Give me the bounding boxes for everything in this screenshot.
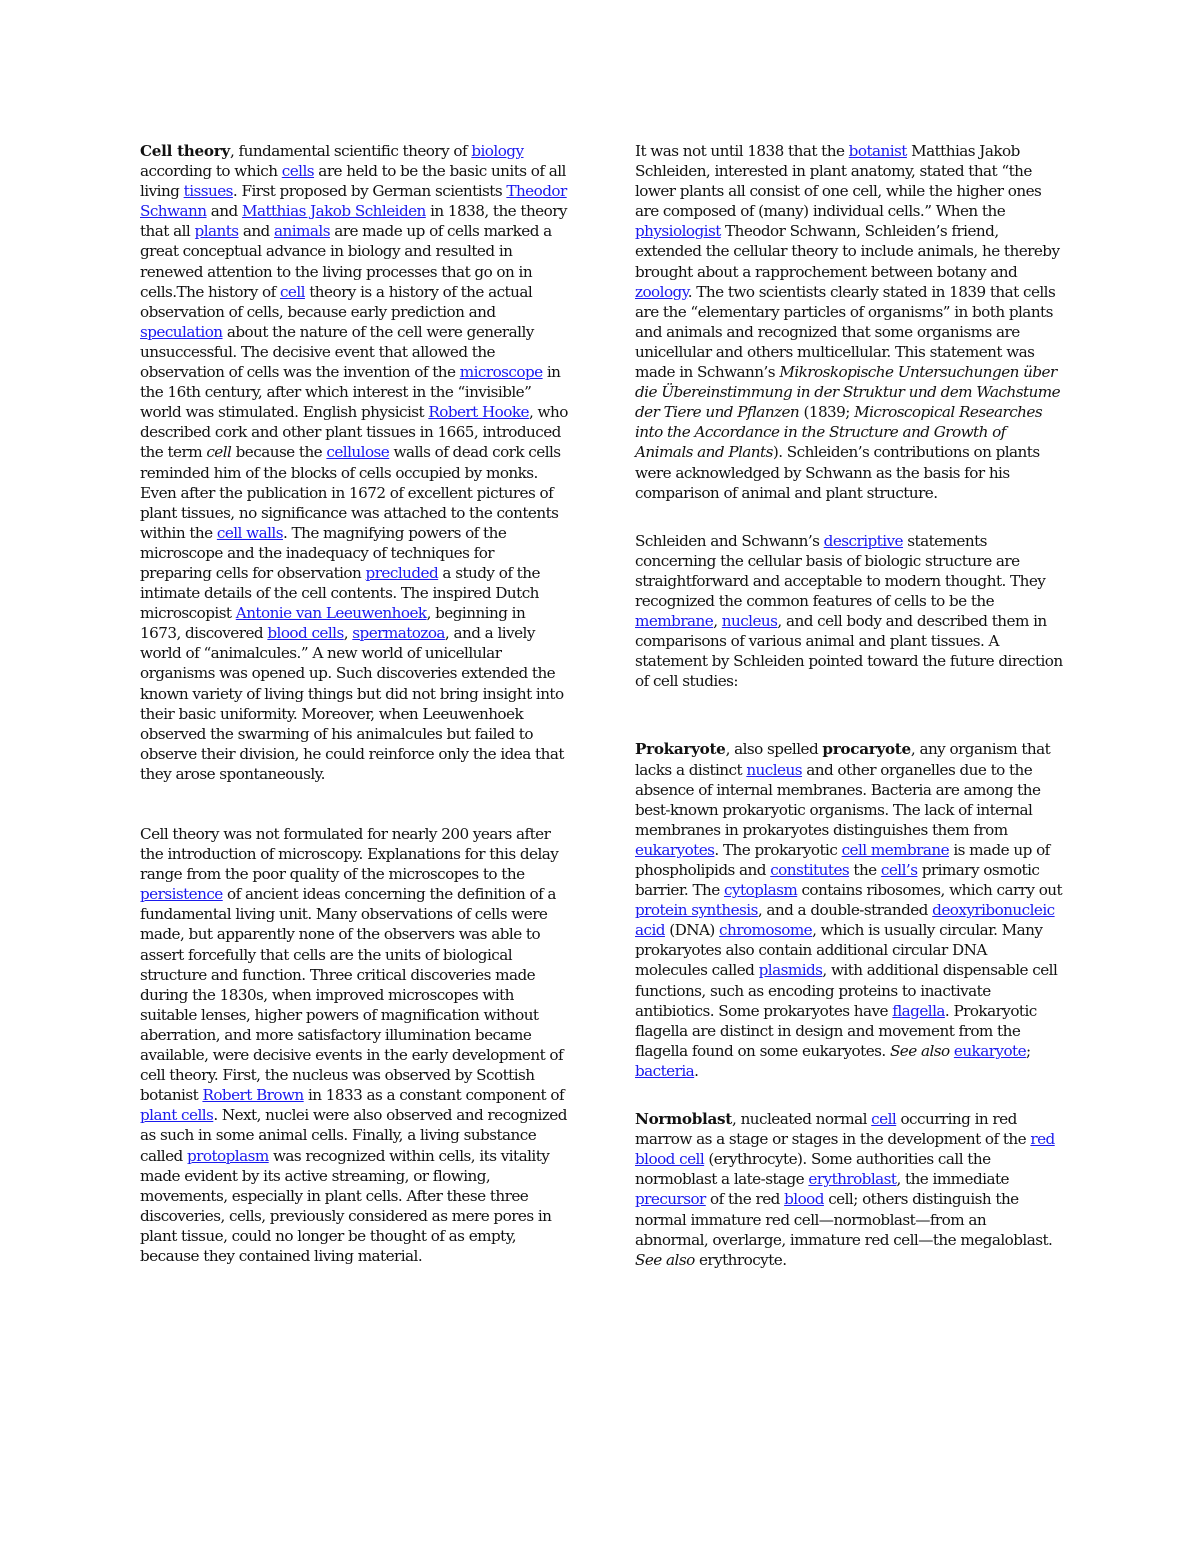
text-run: . The prokaryotic	[714, 840, 842, 859]
paragraph-spacer	[140, 784, 568, 824]
link-eukaryotes[interactable]: eukaryotes	[635, 840, 715, 859]
text-run: occurring in red marrow as a stage or stages in the development of the	[635, 1110, 1031, 1149]
link-persistence[interactable]: persistence	[140, 885, 223, 904]
link-precluded[interactable]: precluded	[365, 563, 439, 582]
link-matthias-jakob-schleiden[interactable]: Matthias Jakob Schleiden	[241, 202, 426, 221]
link-flagella[interactable]: flagella	[892, 1001, 945, 1020]
italic-text: cell	[206, 443, 232, 462]
term-heading: Normoblast	[635, 1110, 733, 1129]
text-run: .	[694, 1061, 699, 1080]
link-zoology[interactable]: zoology	[635, 282, 688, 301]
link-plasmids[interactable]: plasmids	[758, 961, 823, 980]
text-run: . Prokaryotic flagella are distinct in design and movement from the flagella found on some eukaryotes.	[635, 1001, 1037, 1060]
text-run: statements concerning the cellular basis of biologic structure are straightforward and acceptable to modern thought. They recognized the common features of cells to be the	[635, 531, 1046, 610]
text-run: (erythrocyte). Some authorities call the normoblast a late-stage	[635, 1150, 991, 1189]
link-chromosome[interactable]: chromosome	[719, 921, 813, 940]
link-robert-brown[interactable]: Robert Brown	[202, 1086, 304, 1105]
text-run: , the immediate	[896, 1170, 1009, 1189]
link-cytoplasm[interactable]: cytoplasm	[723, 881, 798, 900]
text-run: and	[238, 222, 275, 241]
link-eukaryote[interactable]: eukaryote	[953, 1041, 1027, 1060]
link-cellulose[interactable]: cellulose	[326, 443, 390, 462]
text-run: ,	[713, 612, 722, 631]
text-run: the	[849, 861, 881, 879]
text-run: of ancient ideas concerning the definition of a fundamental living unit. Many observations of cells were made, but apparently none of the observers was able to assert forcefully that cells are the units of biological structure and function. Three critical discoveries made during the 1830s, when improved microscopes with suitable lenses, higher powers of magnification without aberration, and more satisfactory illumination became available, were decisive events in the early development of cell theory. First, the nucleus was observed by Scottish botanist	[140, 885, 564, 1105]
text-run: Theodor Schwann, Schleiden’s friend, extended the cellular theory to include animals, he thereby brought about a rapprochement between botany and	[635, 222, 1060, 281]
text-run: . Next, nuclei were also observed and recognized as such in some animal cells. Finally, a living substance called	[140, 1106, 567, 1165]
text-run: , and a double-stranded	[757, 901, 933, 920]
text-run: , with additional dispensable cell functions, such as encoding proteins to inactivate antibiotics. Some prokaryotes have	[635, 961, 1058, 1020]
normoblast-paragraph	[635, 1109, 1063, 1270]
link-botanist[interactable]: botanist	[848, 142, 907, 160]
text-run: theory is a history of the actual observation of cells, because early prediction and	[140, 282, 533, 321]
term-heading: procaryote	[822, 740, 911, 759]
term-heading: Cell theory	[140, 142, 230, 160]
text-run: , nucleated normal	[732, 1110, 872, 1129]
link-microscope[interactable]: microscope	[459, 363, 543, 382]
paragraph-spacer	[635, 691, 1063, 739]
link-cell-walls[interactable]: cell walls	[216, 523, 283, 542]
text-run: primary osmotic barrier. The	[635, 861, 1040, 900]
link-animals[interactable]: animals	[274, 222, 330, 241]
italic-text: See also	[635, 1250, 695, 1269]
text-run: is made up of phospholipids and	[635, 840, 1050, 879]
link-physiologist[interactable]: physiologist	[635, 222, 721, 241]
text-run: , fundamental scientific theory of	[229, 142, 472, 160]
right-column	[635, 141, 1063, 1270]
italic-text: Microscopical Researches into the Accordance in the Structure and Growth of Animals and Plants	[635, 403, 1043, 462]
link-biology[interactable]: biology	[471, 142, 524, 160]
cell-theory-paragraph	[140, 141, 568, 784]
italic-text: Mikroskopische Untersuchungen über die Übereinstimmung in der Struktur und dem Wachstume der Tiere und Pflanzen	[635, 363, 1061, 422]
text-run: , also spelled	[725, 740, 823, 759]
link-red-blood-cell[interactable]: red blood cell	[635, 1130, 1055, 1169]
link-protoplasm[interactable]: protoplasm	[186, 1146, 269, 1165]
text-run: in 1833 as a constant component of	[303, 1086, 565, 1105]
text-run: (1839;	[799, 403, 855, 422]
schleiden-schwann-paragraph	[635, 141, 1063, 503]
link-protein-synthesis[interactable]: protein synthesis	[635, 901, 758, 920]
link-cell-s[interactable]: cell’s	[880, 861, 918, 879]
link-cells[interactable]: cells	[281, 162, 315, 181]
text-run: Cell theory was not formulated for nearly 200 years after the introduction of microscopy. Explanations for this delay range from the poor quality of the microscopes to the	[140, 825, 559, 884]
text-run: (DNA)	[664, 921, 720, 940]
text-run: , and a lively world of “animalcules.” A new world of unicellular organisms was opened up. Such discoveries extended the known variety of living things but did not bring insight into their basic uniformity. Moreover, when Leeuwenhoek observed the swarming of his animalcules but failed to observe their division, he could reinforce only the idea that they arose spontaneously.	[140, 624, 564, 783]
link-bacteria[interactable]: bacteria	[635, 1061, 695, 1080]
term-heading: Prokaryote	[635, 740, 726, 759]
link-membrane[interactable]: membrane	[635, 612, 714, 631]
text-run: a study of the intimate details of the cell contents. The inspired Dutch microscopist	[140, 563, 540, 623]
link-cell-membrane[interactable]: cell membrane	[841, 840, 950, 859]
text-run: ,	[343, 624, 353, 643]
italic-text: See also	[889, 1041, 950, 1060]
link-descriptive[interactable]: descriptive	[823, 531, 903, 550]
text-run: , and cell body and described them in comparisons of various animal and plant tissues. A statement by Schleiden pointed toward the future direction of cell studies:	[635, 612, 1063, 691]
text-run: ;	[1026, 1041, 1031, 1060]
text-run: contains ribosomes, which carry out	[797, 881, 1063, 900]
text-run: . The magnifying powers of the microscope and the inadequacy of techniques for preparing cells for observation	[140, 523, 507, 582]
link-precursor[interactable]: precursor	[635, 1190, 706, 1209]
text-run: about the nature of the cell were generally unsuccessful. The decisive event that allowed the observation of cells was the invention of the	[140, 322, 534, 382]
link-nucleus[interactable]: nucleus	[746, 760, 802, 779]
link-tissues[interactable]: tissues	[183, 182, 233, 201]
prokaryote-paragraph	[635, 739, 1063, 1081]
text-run: , which is usually circular. Many prokaryotes also contain additional circular DNA molecules called	[635, 921, 1043, 980]
text-run: was recognized within cells, its vitality made evident by its active streaming, or flowing, movements, especially in plant cells. After these three discoveries, cells, previously considered as mere pores in plant tissue, could no longer be thought of as empty, because they contained living material.	[140, 1146, 552, 1265]
text-run: because the	[231, 443, 327, 462]
text-run: according to which	[140, 162, 282, 181]
link-erythroblast[interactable]: erythroblast	[808, 1170, 897, 1189]
link-robert-hooke[interactable]: Robert Hooke	[428, 403, 529, 422]
link-cell[interactable]: cell	[279, 282, 305, 301]
text-run: of the red	[705, 1190, 785, 1209]
text-run: and other organelles due to the absence of internal membranes. Bacteria are among the best-known prokaryotic organisms. The lack of internal membranes in prokaryotes distinguishes them from	[635, 760, 1041, 839]
link-deoxyribonucleic-acid[interactable]: deoxyribonucleic acid	[635, 901, 1055, 940]
cell-theory-history-paragraph	[140, 824, 568, 1266]
text-run: , beginning in 1673, discovered	[140, 604, 526, 643]
paragraph-spacer	[635, 503, 1063, 531]
text-run: . The two scientists clearly stated in 1839 that cells are the “elementary particles of organisms” in both plants and animals and recognized that some organisms are unicellular and others multicellular. This statement was made in Schwann’s	[635, 282, 1056, 382]
link-nucleus[interactable]: nucleus	[721, 612, 778, 631]
link-plants[interactable]: plants	[194, 222, 239, 241]
text-run: ). Schleiden’s contributions on plants were acknowledged by Schwann as the basis for his comparison of animal and plant structure.	[635, 443, 1040, 502]
text-run: . First proposed by German scientists	[232, 182, 507, 201]
text-run: and	[206, 202, 242, 221]
text-run: erythrocyte.	[694, 1250, 787, 1269]
text-run: It was not until 1838 that the	[635, 142, 849, 160]
link-plant-cells[interactable]: plant cells	[140, 1106, 214, 1125]
text-run: are held to be the basic units of all living	[140, 162, 566, 201]
paragraph-spacer	[635, 1081, 1063, 1109]
text-run: Matthias Jakob Schleiden, interested in plant anatomy, stated that “the lower plants all consist of one cell, while the higher ones are composed of (many) individual cells.” When the	[635, 142, 1042, 221]
text-run: , any organism that lacks a distinct	[635, 740, 1051, 779]
link-speculation[interactable]: speculation	[140, 322, 223, 341]
link-blood[interactable]: blood	[784, 1190, 824, 1209]
text-run: Schleiden and Schwann’s	[635, 531, 824, 550]
text-run: , who described cork and other plant tissues in 1665, introduced the term	[140, 403, 568, 462]
text-run: are made up of cells marked a great conceptual advance in biology and resulted in renewed attention to the living processes that go on in cells.The history of	[140, 222, 552, 301]
descriptive-statements-paragraph	[635, 531, 1063, 692]
text-run: in the 16th century, after which interest in the “invisible” world was stimulated. English physicist	[140, 363, 561, 422]
text-run: in 1838, the theory that all	[140, 202, 567, 241]
link-theodor-schwann[interactable]: Theodor Schwann	[140, 182, 567, 221]
link-cell[interactable]: cell	[871, 1110, 897, 1129]
link-constitutes[interactable]: constitutes	[770, 861, 850, 879]
text-run: cell; others distinguish the normal immature red cell—normoblast—from an abnormal, overlarge, immature red cell—the megaloblast.	[635, 1190, 1053, 1249]
link-antonie-van-leeuwenhoek[interactable]: Antonie van Leeuwenhoek	[235, 604, 427, 623]
text-run: walls of dead cork cells reminded him of the blocks of cells occupied by monks. Even after the publication in 1672 of excellent pictures of plant tissues, no significance was attached to the contents within the	[140, 443, 561, 542]
link-blood-cells[interactable]: blood cells	[267, 624, 344, 643]
link-spermatozoa[interactable]: spermatozoa	[352, 624, 445, 643]
left-column	[140, 141, 568, 1266]
